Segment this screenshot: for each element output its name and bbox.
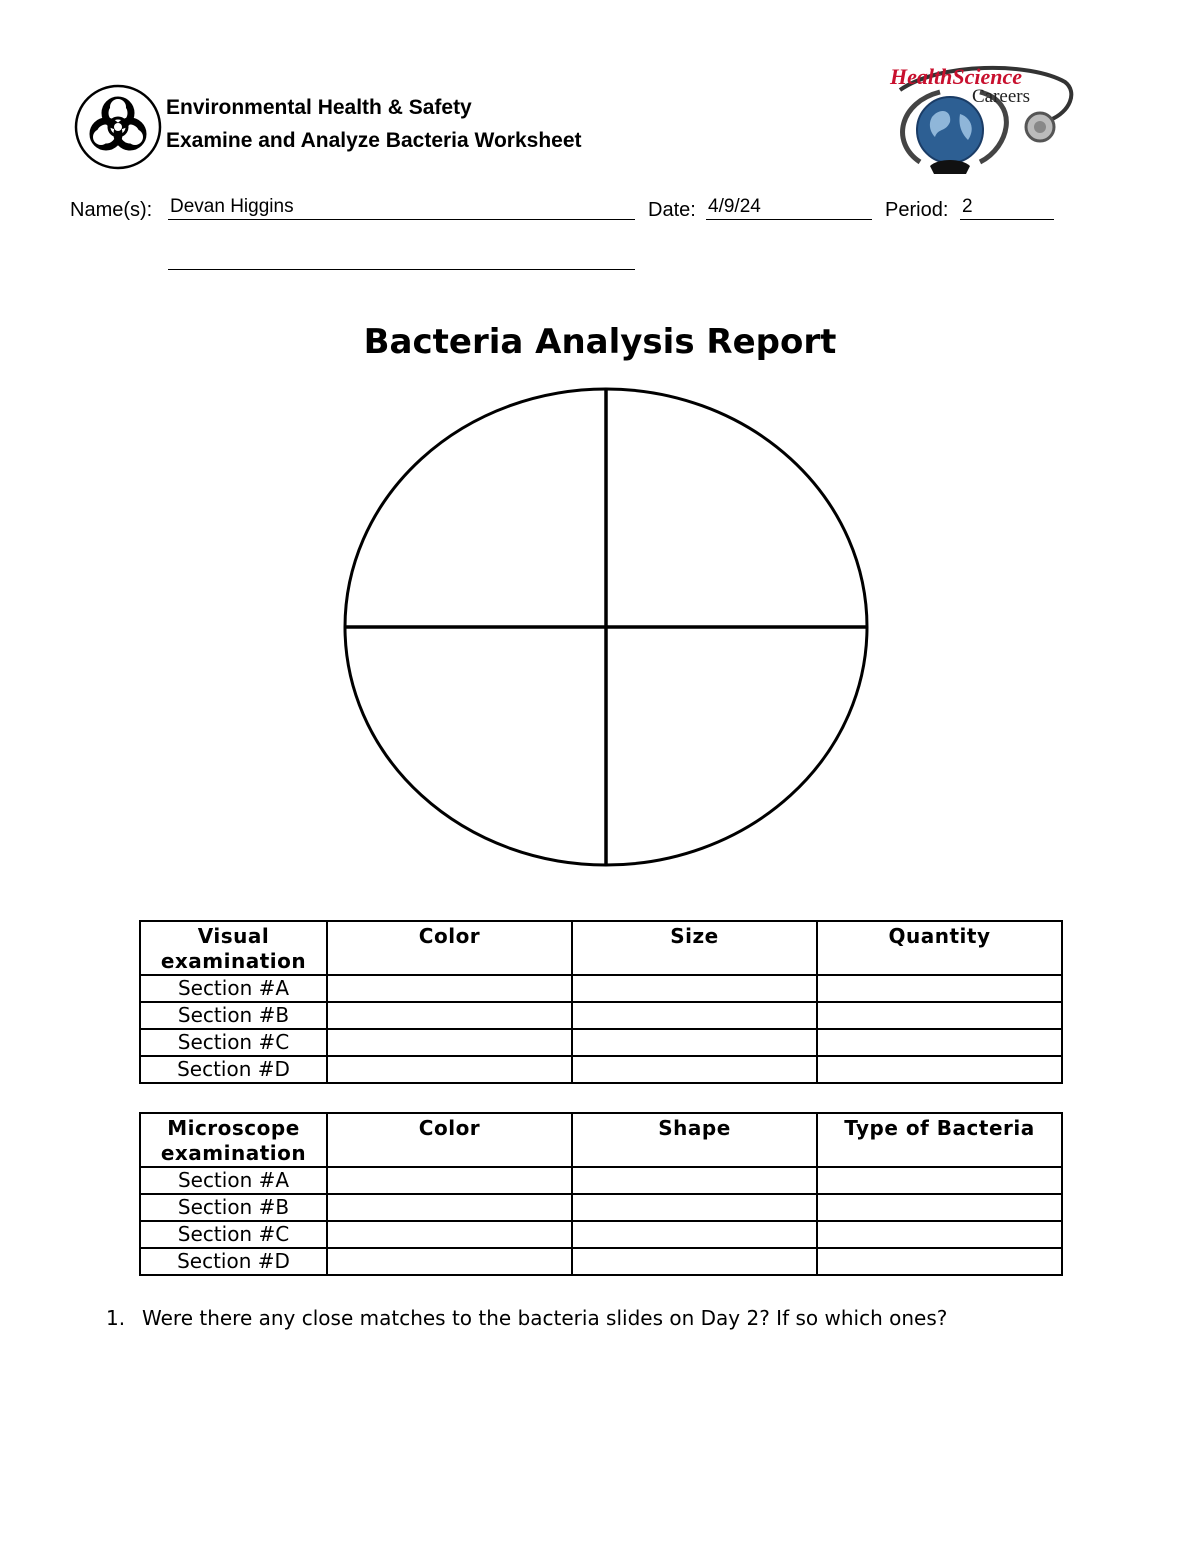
header-cell: Color xyxy=(327,921,572,975)
logo-word-careers: Careers xyxy=(972,86,1031,107)
row-label: Section #A xyxy=(140,1167,327,1194)
row-label: Section #C xyxy=(140,1029,327,1056)
blank-cell[interactable] xyxy=(817,1194,1062,1221)
blank-cell[interactable] xyxy=(817,1029,1062,1056)
header-line-1: Environmental Health & Safety xyxy=(166,96,472,119)
header-cell: Type of Bacteria xyxy=(817,1113,1062,1167)
blank-cell[interactable] xyxy=(817,1221,1062,1248)
row-label: Section #D xyxy=(140,1248,327,1275)
period-value: 2 xyxy=(962,196,973,217)
header-cell: Shape xyxy=(572,1113,817,1167)
row-label: Section #C xyxy=(140,1221,327,1248)
blank-cell[interactable] xyxy=(327,1221,572,1248)
logo-word-healthscience: HealthScience xyxy=(890,64,1022,89)
blank-cell[interactable] xyxy=(327,1194,572,1221)
row-label: Section #B xyxy=(140,1002,327,1029)
names-underline-2[interactable] xyxy=(168,269,635,270)
page-title: Bacteria Analysis Report xyxy=(363,322,837,362)
table-row xyxy=(140,1002,1062,1029)
table-row xyxy=(140,975,1062,1002)
blank-cell[interactable] xyxy=(817,1248,1062,1275)
table-row xyxy=(140,1194,1062,1221)
blank-cell[interactable] xyxy=(327,1248,572,1275)
visual-examination-table xyxy=(139,920,1063,1084)
row-label: Section #A xyxy=(140,975,327,1002)
table-header-row xyxy=(140,1113,1062,1167)
blank-cell[interactable] xyxy=(817,1167,1062,1194)
question-number: 1. xyxy=(106,1306,126,1330)
period-underline[interactable] xyxy=(960,219,1054,220)
period-label: Period: xyxy=(885,199,949,221)
blank-cell[interactable] xyxy=(572,1002,817,1029)
table-row xyxy=(140,1056,1062,1083)
blank-cell[interactable] xyxy=(327,1029,572,1056)
header-cell: Microscope examination xyxy=(140,1113,327,1167)
table-header-row xyxy=(140,921,1062,975)
biohazard-logo xyxy=(73,83,163,171)
table-row xyxy=(140,1221,1062,1248)
row-label: Section #D xyxy=(140,1056,327,1083)
blank-cell[interactable] xyxy=(327,975,572,1002)
names-label: Name(s): xyxy=(70,199,153,221)
date-value: 4/9/24 xyxy=(708,196,761,217)
row-label: Section #B xyxy=(140,1194,327,1221)
blank-cell[interactable] xyxy=(572,1029,817,1056)
blank-cell[interactable] xyxy=(572,975,817,1002)
names-underline[interactable] xyxy=(168,219,635,220)
date-underline[interactable] xyxy=(706,219,872,220)
header-cell: Quantity xyxy=(817,921,1062,975)
date-label: Date: xyxy=(648,199,696,221)
blank-cell[interactable] xyxy=(817,975,1062,1002)
names-value: Devan Higgins xyxy=(170,196,294,217)
blank-cell[interactable] xyxy=(817,1002,1062,1029)
table-row xyxy=(140,1167,1062,1194)
question-text: Were there any close matches to the bacteria slides on Day 2? If so which ones? xyxy=(142,1306,948,1330)
health-science-careers-logo xyxy=(880,62,1080,180)
microscope-examination-table xyxy=(139,1112,1063,1276)
table-row xyxy=(140,1248,1062,1275)
table-row xyxy=(140,1029,1062,1056)
blank-cell[interactable] xyxy=(572,1056,817,1083)
blank-cell[interactable] xyxy=(817,1056,1062,1083)
header-cell: Visual examination xyxy=(140,921,327,975)
blank-cell[interactable] xyxy=(327,1002,572,1029)
blank-cell[interactable] xyxy=(572,1167,817,1194)
header-cell: Color xyxy=(327,1113,572,1167)
blank-cell[interactable] xyxy=(327,1056,572,1083)
petri-dish-diagram xyxy=(340,385,872,870)
biohazard-icon xyxy=(73,83,163,171)
blank-cell[interactable] xyxy=(572,1248,817,1275)
header-cell: Size xyxy=(572,921,817,975)
blank-cell[interactable] xyxy=(572,1194,817,1221)
header-line-2: Examine and Analyze Bacteria Worksheet xyxy=(166,129,582,152)
blank-cell[interactable] xyxy=(572,1221,817,1248)
blank-cell[interactable] xyxy=(327,1167,572,1194)
